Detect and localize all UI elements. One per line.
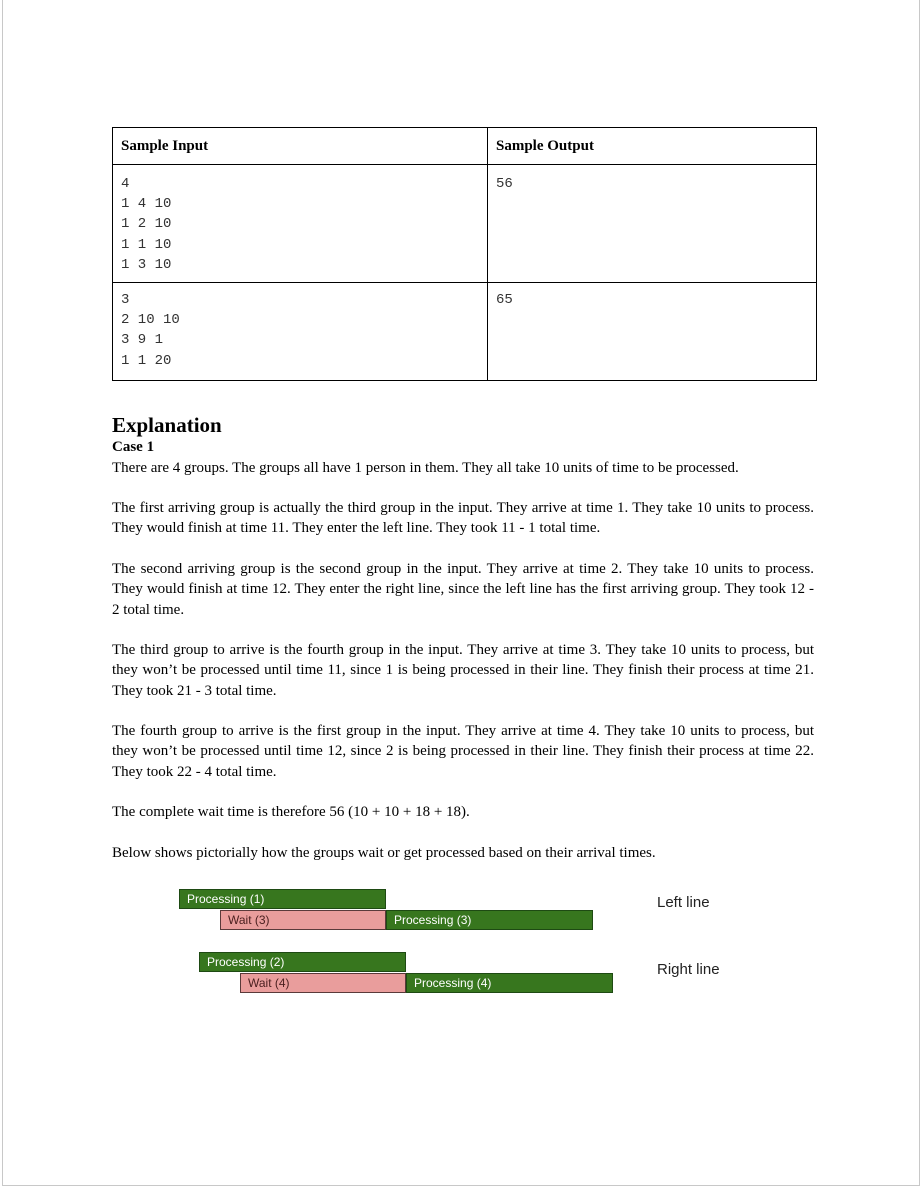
left-line-label: Left line [657, 894, 710, 911]
bar-processing-4: Processing (4) [406, 973, 613, 993]
paragraph-1: There are 4 groups. The groups all have 1 person in them. They all take 10 units of time to be processed. [112, 460, 739, 476]
paragraph-2: The first arriving group is actually the third group in the input. They arrive at time 1. They take 10 units to process. They would finish at time 11. They enter the left line. They took 11 - 1 total time. [112, 500, 814, 537]
sample-input-2: 3 2 10 10 3 9 1 1 1 20 [113, 283, 488, 381]
bar-processing-1: Processing (1) [179, 889, 386, 909]
sample-output-1: 56 [488, 165, 817, 283]
bar-wait-3: Wait (3) [220, 910, 386, 930]
bar-processing-3: Processing (3) [386, 910, 593, 930]
table-header-row [113, 128, 817, 165]
bar-processing-2: Processing (2) [199, 952, 406, 972]
paragraph-6: The complete wait time is therefore 56 (10 + 10 + 18 + 18). [112, 804, 470, 820]
explanation-heading: Explanation [112, 413, 222, 437]
paragraph-3: The second arriving group is the second group in the input. They arrive at time 2. They take 10 units to process. They would finish at time 12. They enter the right line, since the left line has the first arriving group. They took 12 - 2 total time. [112, 561, 814, 618]
sample-output-header: Sample Output [488, 128, 817, 165]
sample-input-1: 4 1 4 10 1 2 10 1 1 10 1 3 10 [113, 165, 488, 283]
sample-output-2: 65 [488, 283, 817, 381]
right-line-label: Right line [657, 961, 720, 978]
table-row [113, 165, 817, 283]
paragraph-5: The fourth group to arrive is the first group in the input. They arrive at time 4. They take 10 units to process, but they won’t be processed until time 12, since 2 is being processed in their line. They finish their process at time 22. They took 22 - 4 total time. [112, 723, 814, 780]
paragraph-4: The third group to arrive is the fourth group in the input. They arrive at time 3. They take 10 units to process, but they won’t be processed until time 11, since 1 is being processed in their line. They finish their process at time 21. They took 21 - 3 total time. [112, 642, 814, 699]
sample-io-table [112, 127, 817, 381]
paragraph-7: Below shows pictorially how the groups wait or get processed based on their arrival times. [112, 845, 656, 861]
sample-input-header: Sample Input [113, 128, 488, 165]
bar-wait-4: Wait (4) [240, 973, 406, 993]
case-heading: Case 1 [112, 439, 155, 455]
table-row [113, 283, 817, 381]
